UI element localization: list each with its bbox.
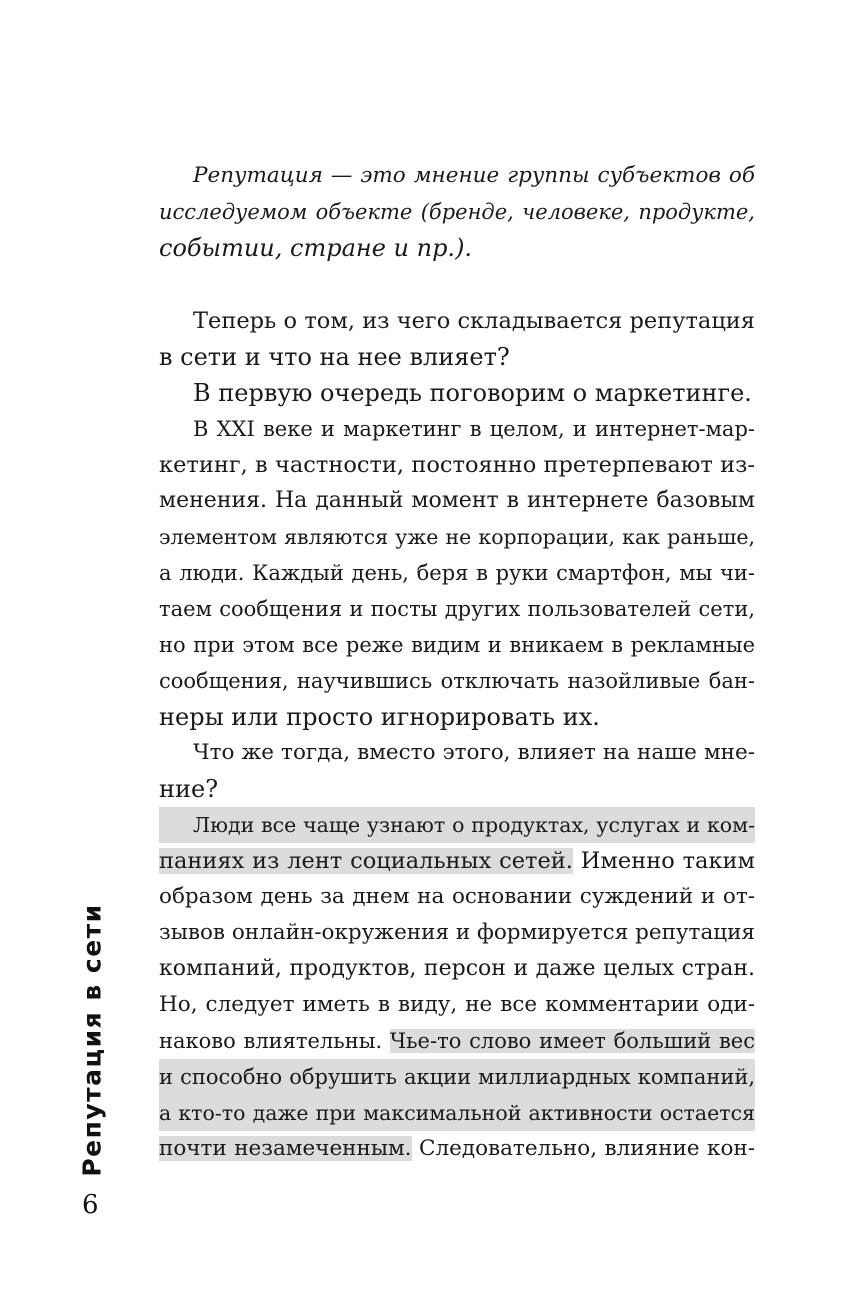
text-segment: Именно таким xyxy=(572,848,755,874)
highlighted-text: Чье-то слово имеет больший вес xyxy=(389,1029,755,1053)
text-line: Но, следует иметь в виду, не все комментарии оди- xyxy=(159,992,755,1017)
text-line xyxy=(159,843,755,879)
highlighted-line: Люди все чаще узнают о продуктах, услугах и ком- xyxy=(159,807,755,843)
text-line: В XXI веке и маркетинг в целом, и интернет-мар- xyxy=(193,417,755,441)
text-line: но при этом все реже видим и вникаем в рекламные xyxy=(159,633,755,657)
text-line: зывов онлайн-окружения и формируется репутация xyxy=(159,920,755,945)
text-line xyxy=(159,1131,755,1167)
running-title: Репутация в сети xyxy=(77,903,107,1177)
highlighted-line: а кто-то даже при максимальной активности остается xyxy=(159,1095,755,1131)
text-line: В первую очередь поговорим о маркетинге. xyxy=(193,379,752,407)
highlighted-line: и способно обрушить акции миллиардных компаний, xyxy=(159,1059,755,1095)
text-line: менения. На данный момент в интернете базовым xyxy=(159,488,755,513)
page-number: 6 xyxy=(82,1190,99,1220)
text-line: компаний, продуктов, персон и даже целых стран. xyxy=(159,956,755,981)
text-line: неры или просто игнорировать их. xyxy=(159,703,600,731)
text-line: сообщения, научившись отключать назойливые бан- xyxy=(159,669,755,693)
text-line: в сети и что на нее влияет? xyxy=(159,343,510,371)
text-line: образом день за днем на основании суждений и от- xyxy=(159,884,755,909)
definition-line: событии, стране и пр.). xyxy=(159,234,473,262)
definition-line: Репутация — это мнение группы субъектов об xyxy=(193,163,755,188)
text-line: ние? xyxy=(159,775,219,803)
text-line: элементом являются уже не корпорации, как раньше, xyxy=(159,525,755,549)
text-line: кетинг, в частности, постоянно претерпевают из- xyxy=(159,452,755,478)
body-text xyxy=(159,303,755,1167)
text-line: Что же тогда, вместо этого, влияет на наше мне- xyxy=(193,740,755,765)
highlighted-text: почти незамеченным. xyxy=(159,1136,412,1161)
definition-paragraph xyxy=(159,158,755,266)
text-line: таем сообщения и посты других пользователей сети, xyxy=(159,597,755,621)
definition-line: исследуемом объекте (бренде, человеке, продукте, xyxy=(159,200,755,224)
text-line: а люди. Каждый день, беря в руки смартфон, мы чи- xyxy=(159,561,755,585)
text-segment: наково влиятельны. xyxy=(159,1029,390,1053)
text-segment: Следовательно, влияние кон- xyxy=(411,1136,756,1161)
text-line xyxy=(159,1023,755,1059)
text-line: Теперь о том, из чего складывается репутация xyxy=(193,308,755,334)
highlighted-text: паниях из лент социальных сетей. xyxy=(159,848,573,874)
